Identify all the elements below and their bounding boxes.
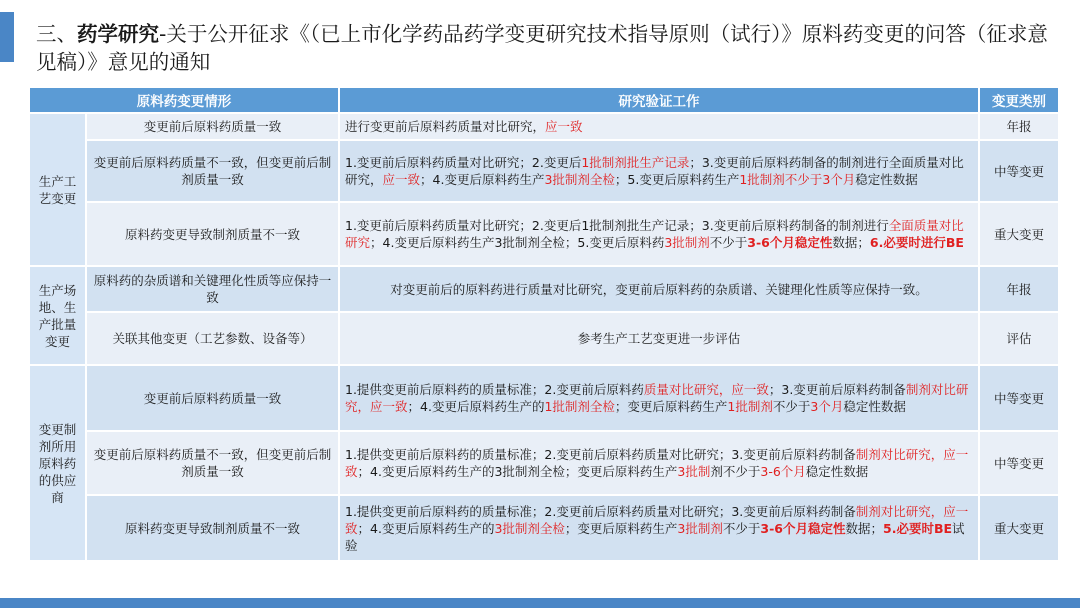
highlight-text: 制剂对比研究，应一致 — [345, 382, 969, 414]
header-situation: 原料药变更情形 — [29, 87, 339, 113]
highlight-text: 应一致 — [382, 172, 421, 187]
row-category: 中等变更 — [979, 431, 1059, 495]
work-text: 不少于 — [772, 399, 811, 414]
table-row — [29, 113, 1059, 140]
highlight-text: 3个月 — [810, 399, 844, 414]
page-title — [36, 20, 1066, 76]
row-situation: 原料药变更导致制剂质量不一致 — [86, 495, 339, 561]
table-row — [29, 266, 1059, 312]
work-text: ；4.变更后原料药生产的3批制剂全检；变更后原料药生产 — [357, 464, 678, 479]
row-situation: 变更前后原料药质量一致 — [86, 365, 339, 431]
highlight-text: 5.必要时BE — [883, 520, 953, 536]
work-text: 稳定性数据 — [843, 399, 906, 414]
highlight-text: 3-6个月稳定性 — [747, 235, 833, 250]
title-prefix: 三、 — [36, 22, 77, 46]
highlight-text: 6.必要时进行BE — [869, 235, 964, 250]
row-situation: 变更前后原料药质量一致 — [86, 113, 339, 140]
work-text: 不少于 — [722, 520, 761, 536]
table-row — [29, 431, 1059, 495]
row-work — [339, 312, 979, 365]
row-category: 年报 — [979, 266, 1059, 312]
highlight-text: 质量对比研究，应一致 — [643, 382, 769, 397]
work-text: 1.提供变更前后原料药的质量标准；2.变更前后原料药质量对比研究；3.变更前后原料药制备 — [345, 503, 856, 519]
work-text: ；3.变更前后原料药制备 — [768, 382, 906, 397]
highlight-text: 制剂对比研究，应一致 — [345, 447, 969, 479]
row-work — [339, 431, 979, 495]
row-situation: 变更前后原料药质量不一致，但变更前后制剂质量一致 — [86, 140, 339, 202]
work-text: ；4.变更后原料药生产的 — [407, 399, 545, 414]
work-text: 参考生产工艺变更进一步评估 — [577, 331, 741, 346]
work-text: 1.变更前后原料药质量对比研究；2.变更后 — [345, 155, 582, 170]
highlight-text: 应一致 — [545, 119, 583, 134]
footer-bar — [0, 598, 1080, 608]
table-row — [29, 202, 1059, 266]
table-row — [29, 140, 1059, 202]
group-supplier: 变更制剂所用原料药的供应商 — [29, 365, 86, 561]
highlight-text: 3-6个月稳定性 — [760, 520, 846, 536]
row-category: 重大变更 — [979, 202, 1059, 266]
row-category: 年报 — [979, 113, 1059, 140]
table-row — [29, 312, 1059, 365]
highlight-text: 1批制剂不少于3个月 — [739, 172, 856, 187]
title-bold: 药学研究 — [77, 22, 159, 46]
work-text: ；变更后原料药生产 — [564, 520, 678, 536]
work-text: 1.变更前后原料药质量对比研究；2.变更后1批制剂批生产记录；3.变更前后原料药制备的制剂进行 — [345, 218, 889, 233]
row-work — [339, 266, 979, 312]
work-text: 不少于 — [709, 235, 748, 250]
row-work — [339, 365, 979, 431]
row-work — [339, 140, 979, 202]
work-text: ；4.变更后原料药生产 — [420, 172, 545, 187]
work-text: 试验 — [345, 520, 965, 553]
highlight-text: 1批制剂 — [727, 399, 773, 414]
highlight-text: 3-6个月 — [760, 464, 806, 479]
work-text: 1.提供变更前后原料药的质量标准；2.变更前后原料药质量对比研究；3.变更前后原料药制备 — [345, 447, 856, 462]
row-category: 重大变更 — [979, 495, 1059, 561]
group-production-site: 生产场地、生产批量变更 — [29, 266, 86, 365]
title-rest: -关于公开征求《（已上市化学药品药学变更研究技术指导原则（试行）》原料药变更的问答（征求意见稿）》意见的通知 — [36, 22, 1048, 74]
row-category: 中等变更 — [979, 140, 1059, 202]
row-situation: 关联其他变更（工艺参数、设备等） — [86, 312, 339, 365]
header-work: 研究验证工作 — [339, 87, 979, 113]
work-text: ；变更后原料药生产 — [614, 399, 728, 414]
table-row — [29, 495, 1059, 561]
highlight-text: 1批制剂全检 — [544, 399, 615, 414]
work-text: 剂不少于 — [710, 464, 761, 479]
highlight-text: 3批制 — [677, 464, 711, 479]
work-text: 稳定性数据 — [855, 172, 918, 187]
work-text: 对变更前后的原料药进行质量对比研究，变更前后原料药的杂质谱、关键理化性质等应保持一致。 — [390, 281, 928, 297]
group-production-process: 生产工艺变更 — [29, 113, 86, 266]
row-situation: 原料药的杂质谱和关键理化性质等应保持一致 — [86, 266, 339, 312]
row-work — [339, 495, 979, 561]
table-header-row — [29, 87, 1059, 113]
work-text: ；5.变更后原料药生产 — [614, 172, 740, 187]
highlight-text: 3批制剂 — [664, 235, 710, 250]
highlight-text: 3批制剂全检 — [544, 172, 615, 187]
work-text: ；4.变更后原料药生产3批制剂全检；5.变更后原料药 — [370, 235, 665, 250]
work-text: ；4.变更后原料药生产的 — [357, 520, 495, 536]
highlight-text: 3批制剂 — [677, 520, 723, 536]
row-work — [339, 202, 979, 266]
highlight-text: 1批制剂批生产记录 — [581, 155, 690, 170]
highlight-text: 3批制剂全检 — [494, 520, 565, 536]
highlight-text: 全面质量对比研究 — [345, 218, 964, 250]
title-accent-bar — [0, 12, 14, 62]
row-work — [339, 113, 979, 140]
work-text: 数据； — [832, 235, 870, 250]
work-text: 数据； — [845, 520, 883, 536]
row-category: 中等变更 — [979, 365, 1059, 431]
table-row — [29, 365, 1059, 431]
row-category: 评估 — [979, 312, 1059, 365]
work-text: 进行变更前后原料药质量对比研究， — [345, 119, 546, 134]
row-situation: 变更前后原料药质量不一致，但变更前后制剂质量一致 — [86, 431, 339, 495]
work-text: 1.提供变更前后原料药的质量标准；2.变更前后原料药 — [345, 382, 644, 397]
work-text: ；3.变更前后原料药制备的制剂进行全面质量对比研究， — [345, 155, 964, 187]
highlight-text: 制剂对比研究，应一致 — [345, 503, 969, 536]
header-category: 变更类别 — [979, 87, 1059, 113]
work-text: 稳定性数据 — [805, 464, 869, 479]
row-situation: 原料药变更导致制剂质量不一致 — [86, 202, 339, 266]
change-table — [28, 86, 1060, 562]
